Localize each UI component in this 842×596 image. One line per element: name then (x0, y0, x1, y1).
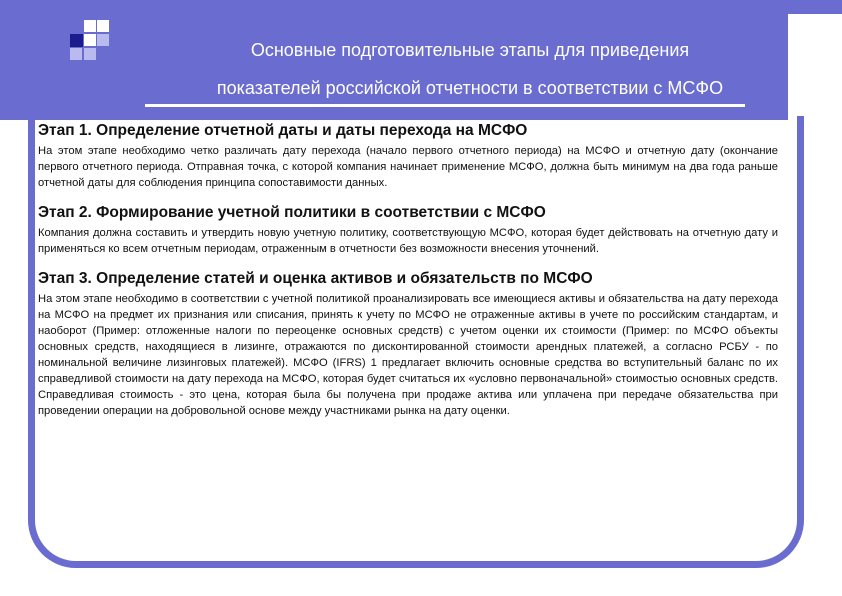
slide-title-line-2: показателей российской отчетности в соответствии с МСФО (216, 78, 724, 98)
slide-title-line-1: Основные подготовительные этапы для приведения (250, 40, 690, 60)
stage-2-body: Компания должна составить и утвердить новую учетную политику, соответствующую МСФО, которая будет действовать на отчетную дату и применяться ко всем отчетным периодам, отраженным в отчетности без возможности внесения уточнений. (38, 227, 778, 255)
stage-1-section (38, 122, 778, 191)
content-area (38, 122, 778, 432)
stage-2-title: Этап 2. Формирование учетной политики в соответствии с МСФО (38, 204, 546, 221)
stage-3-title: Этап 3. Определение статей и оценка активов и обязательств по МСФО (38, 270, 593, 287)
stage-3-section (38, 270, 778, 419)
stage-2-section (38, 204, 778, 257)
slide-header (0, 0, 842, 120)
stage-1-body: На этом этапе необходимо четко различать дату перехода (начало первого отчетного периода) на МСФО и отчетную дату (окончание первого отчетного периода. Отправная точка, с которой компания начинает применение МСФО, должна быть минимум на два года раньше отчетной даты для соблюдения принципа сопоставимости данных. (38, 145, 778, 189)
header-corner-cutout (788, 14, 842, 120)
stage-3-body: На этом этапе необходимо в соответствии с учетной политикой проанализировать все имеющиеся активы и обязательства на дату перехода на МСФО на предмет их признания или списания, принять к учету по МСФО не отраженные активы в учете по российским стандартам, и наоборот (Пример: отложенные налоги по переоценке основных средств) с учетом оценки их стоимости (Пример: по МСФО объекты основных средств, находящиеся в лизинге, отражаются по дисконтированной стоимости арендных платежей, а согласно РСБУ - по номинальной величине лизинговых платежей). МСФО (IFRS) 1 предлагает включить основные средства во вступительный баланс по их справедливой стоимости на дату перехода на МСФО, которая будет считаться их «условно первоначальной» стоимостью основных средств. Справедливая стоимость - это цена, которая была бы получена при продаже актива или уплачена при передаче обязательства при проведении операции на добровольной основе между участниками рынка на дату оценки. (38, 293, 778, 417)
title-underline (145, 104, 745, 107)
stage-1-title: Этап 1. Определение отчетной даты и даты перехода на МСФО (38, 122, 528, 139)
